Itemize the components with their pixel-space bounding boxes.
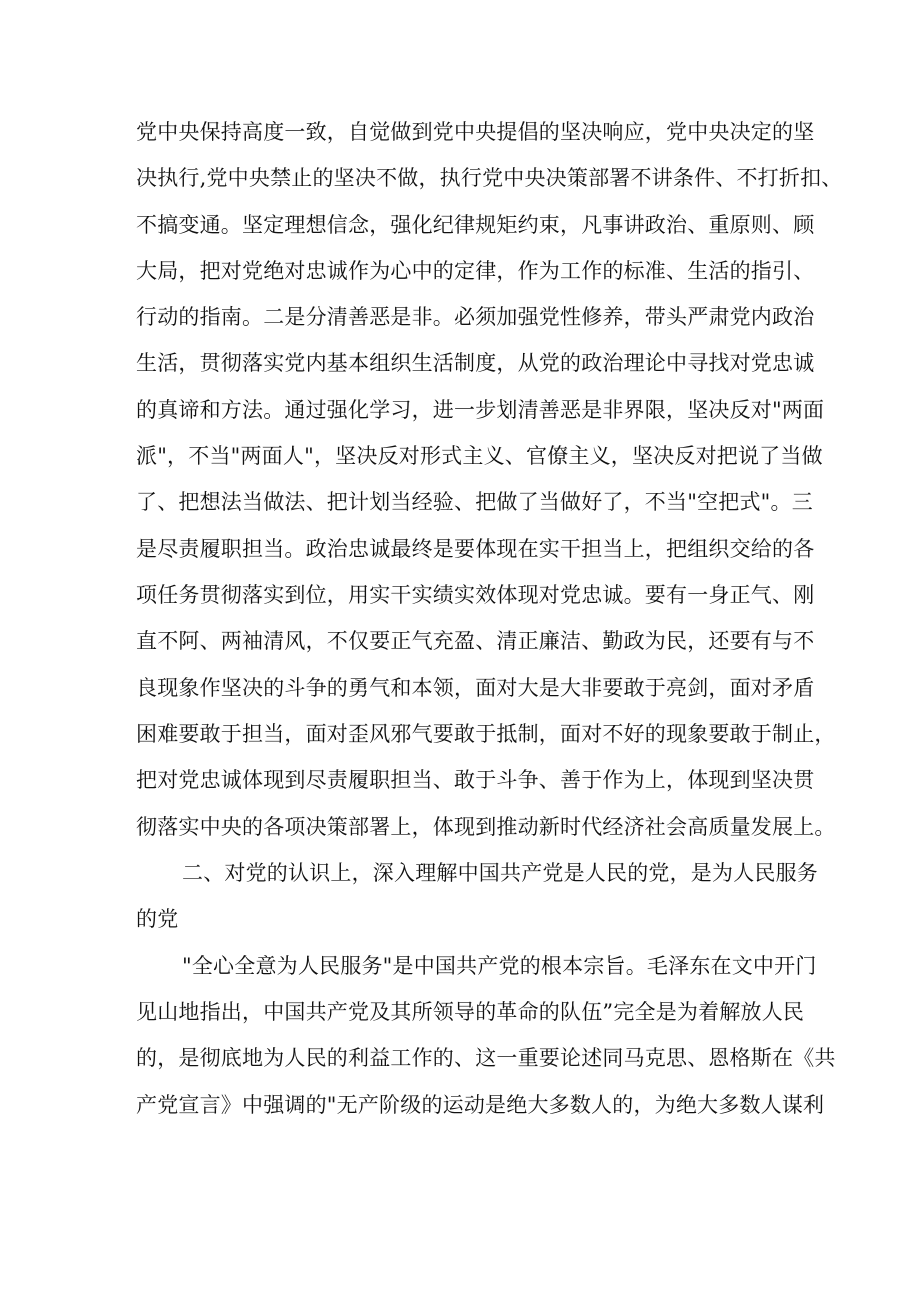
paragraph-line: 项任务贯彻落实到位，用实干实绩实效体现对党忠诚。要有一身正气、刚: [136, 583, 815, 607]
paragraph-line: 派"，不当"两面人"，坚决反对形式主义、官僚主义，坚决反对把说了当做: [136, 444, 823, 468]
paragraph-line: 大局，把对党绝对忠诚作为心中的定律，作为工作的标准、生活的指引、: [136, 259, 815, 283]
paragraph-line: 了、把想法当做法、把计划当经验、把做了当做好了，不当"空把式"。三: [136, 490, 813, 514]
section-heading-line: 的党: [136, 907, 179, 931]
paragraph-line: 党中央保持高度一致，自觉做到党中央提倡的坚决响应，党中央决定的坚: [136, 120, 815, 144]
section-heading-line: 二、对党的认识上，深入理解中国共产党是人民的党，是为人民服务: [182, 861, 818, 885]
paragraph-line: 把对党忠诚体现到尽责履职担当、敢于斗争、善于作为上，体现到坚决贯: [136, 768, 815, 792]
paragraph-line: 行动的指南。二是分清善恶是非。必须加强党性修养，带头严肃党内政治: [136, 305, 815, 329]
paragraph-line: 困难要敢于担当，面对歪风邪气要敢于抵制，面对不好的现象要敢于制止，: [136, 722, 836, 746]
paragraph-line: 不搞变通。坚定理想信念，强化纪律规矩约束，凡事讲政治、重原则、顾: [136, 213, 815, 237]
paragraph-line: "全心全意为人民服务"是中国共产党的根本宗旨。毛泽东在文中开门: [182, 954, 817, 978]
paragraph-line: 直不阿、两袖清风，不仅要正气充盈、清正廉洁、勤政为民，还要有与不: [136, 629, 815, 653]
paragraph-line: 见山地指出，中国共产党及其所领导的革命的队伍”完全是为着解放人民: [136, 1000, 805, 1024]
paragraph-line: 彻落实中央的各项决策部署上，体现到推动新时代经济社会高质量发展上。: [136, 815, 836, 839]
paragraph-line: 决执行,党中央禁止的坚决不做，执行党中央决策部署不讲条件、不打折扣、: [136, 166, 843, 190]
paragraph-line: 的真谛和方法。通过强化学习，进一步划清善恶是非界限，坚决反对"两面: [136, 398, 825, 422]
paragraph-line: 的，是彻底地为人民的利益工作的、这一重要论述同马克思、恩格斯在《共: [136, 1046, 836, 1070]
paragraph-line: 产党宣言》中强调的"无产阶级的运动是绝大多数人的，为绝大多数人谋利: [136, 1093, 825, 1117]
paragraph-line: 是尽责履职担当。政治忠诚最终是要体现在实干担当上，把组织交给的各: [136, 537, 815, 561]
paragraph-line: 良现象作坚决的斗争的勇气和本领，面对大是大非要敢于亮剑，面对矛盾: [136, 676, 815, 700]
paragraph-line: 生活，贯彻落实党内基本组织生活制度，从党的政治理论中寻找对党忠诚: [136, 351, 815, 375]
